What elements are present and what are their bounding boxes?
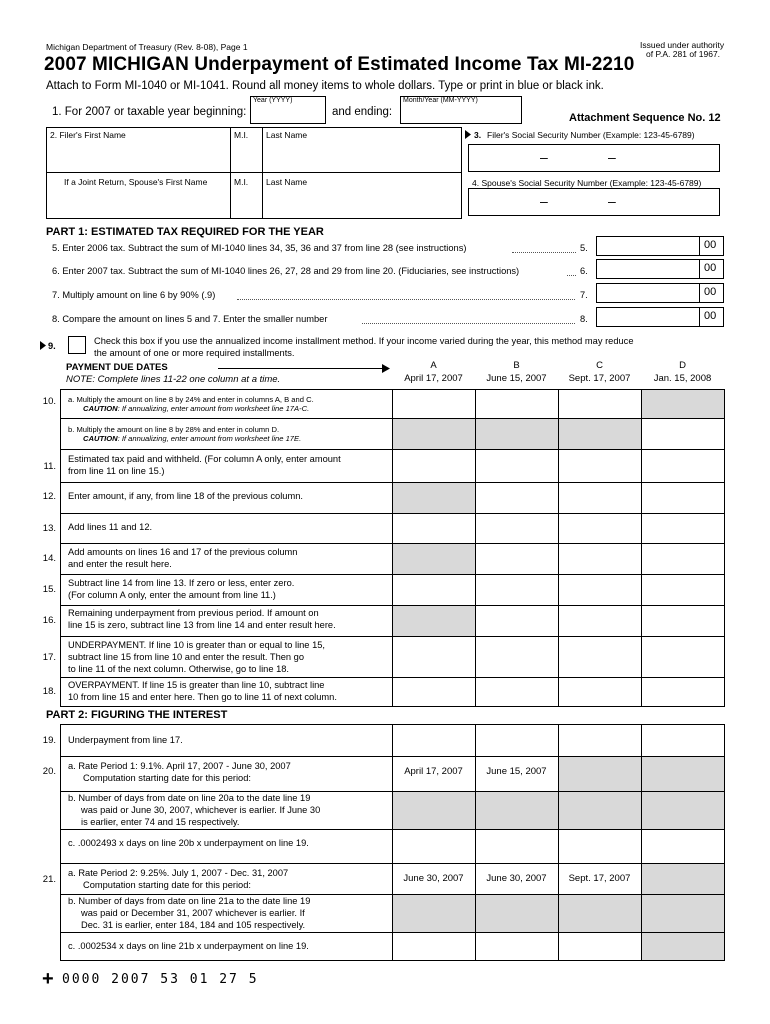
line-21a-text-2: Computation starting date for this period:	[83, 880, 251, 890]
ending-month-year-input[interactable]	[400, 96, 522, 124]
department-line: Michigan Department of Treasury (Rev. 8-08), Page 1	[46, 42, 248, 52]
line-11-text-1: Estimated tax paid and withheld. (For column A only, enter amount	[68, 454, 341, 464]
line-20c-text: c. .0002493 x days on line 20b x underpayment on line 19.	[68, 838, 309, 848]
plus-icon: +	[42, 968, 54, 990]
column-a-letter: A	[430, 360, 437, 371]
line-21a-date-c: Sept. 17, 2007	[568, 873, 631, 884]
line-11-text-2: from line 11 on line 15.)	[68, 466, 165, 476]
line-21b-text-3: Dec. 31 is earlier, enter 184, 184 and 105 respectively.	[81, 920, 306, 930]
line-18-number: 18.	[42, 686, 56, 697]
line-18-text-2: 10 from line 15 and enter here. Then go to line 11 of next column.	[68, 692, 337, 702]
line-11-number: 11.	[43, 461, 56, 472]
year-caption: Year (YYYY)	[253, 97, 293, 104]
line-15-text-1: Subtract line 14 from line 13. If zero or less, enter zero.	[68, 578, 295, 588]
ssn-dash: –	[540, 149, 548, 165]
ssn-dash: –	[540, 193, 548, 209]
disabled-cell	[641, 863, 724, 894]
line-7-label: 7. Multiply amount on line 6 by 90% (.9)	[52, 290, 216, 300]
ssn-dash: –	[608, 149, 616, 165]
line-15-text-2: (For column A only, enter the amount from line 11.)	[68, 590, 276, 600]
line-21a-date-a: June 30, 2007	[403, 873, 464, 884]
column-c-date: Sept. 17, 2007	[568, 373, 631, 384]
line-20a-text-2: Computation starting date for this period:	[83, 773, 251, 783]
line-10a-caution: CAUTION: If annualizing, enter amount from worksheet line 17A-C.	[83, 404, 310, 413]
form-code: 0000 2007 53 01 27 5	[62, 972, 259, 987]
spouse-first-name-label[interactable]: If a Joint Return, Spouse's First Name	[64, 177, 208, 187]
and-ending-label: and ending:	[332, 106, 393, 118]
spouse-ssn-label: 4. Spouse's Social Security Number (Example: 123-45-6789)	[472, 178, 702, 188]
part-2-heading: PART 2: FIGURING THE INTEREST	[46, 709, 228, 721]
line-12-text: Enter amount, if any, from line 18 of the previous column.	[68, 491, 303, 501]
column-d-letter: D	[679, 360, 686, 371]
column-b-date: June 15, 2007	[486, 373, 547, 384]
line-21a-text-1: a. Rate Period 2: 9.25%. July 1, 2007 - Dec. 31, 2007	[68, 868, 289, 878]
cents-zero: 00	[704, 286, 717, 298]
line-10-number: 10.	[42, 396, 56, 407]
line-10a-text: a. Multiply the amount on line 8 by 24% and enter in columns A, B and C.	[68, 395, 314, 404]
spouse-ssn-input[interactable]	[468, 188, 720, 216]
disabled-cell	[392, 418, 641, 449]
cents-zero: 00	[704, 239, 717, 251]
disabled-cell	[641, 932, 724, 960]
line-15-number: 15.	[42, 584, 56, 595]
line-20-number: 20.	[42, 766, 56, 777]
line-21c-text: c. .0002534 x days on line 21b x underpayment on line 19.	[68, 941, 309, 951]
disabled-cell	[392, 543, 475, 574]
spouse-last-name-label[interactable]: Last Name	[266, 177, 308, 187]
filer-last-name-label[interactable]: Last Name	[266, 130, 308, 140]
line-5-label: 5. Enter 2006 tax. Subtract the sum of MI-1040 lines 34, 35, 36 and 37 from line 28 (see instructions)	[52, 243, 467, 253]
spouse-mi-label[interactable]: M.I.	[234, 177, 249, 187]
line-6-number: 6.	[580, 266, 588, 276]
line-21b-text-2: was paid or December 31, 2007 whichever is earlier. If	[81, 908, 305, 918]
line-16-text-1: Remaining underpayment from previous period. If amount on	[68, 608, 319, 618]
line-14-number: 14.	[42, 553, 56, 564]
line-10b-text: b. Multiply the amount on line 8 by 28% and enter in column D.	[68, 425, 280, 434]
arrow-right-icon	[382, 364, 390, 373]
form-title: 2007 MICHIGAN Underpayment of Estimated Income Tax MI-2210	[44, 54, 635, 75]
note-complete-columns: NOTE: Complete lines 11-22 one column at a time.	[66, 374, 281, 385]
line-9-number: 9.	[48, 341, 56, 351]
line-14-text-2: and enter the result here.	[68, 559, 172, 569]
arrow-right-icon	[40, 341, 46, 350]
line-20b-text-3: is earlier, enter 74 and 15 respectively.	[81, 817, 240, 827]
arrow-right-icon	[465, 130, 471, 139]
authority-line-2: of P.A. 281 of 1967.	[646, 49, 721, 59]
line-20a-text-1: a. Rate Period 1: 9.1%. April 17, 2007 - June 30, 2007	[68, 761, 291, 771]
filer-name-block	[46, 127, 462, 219]
line-13-number: 13.	[42, 523, 56, 534]
line-21b-text-1: b. Number of days from date on line 21a to the date line 19	[68, 896, 311, 906]
disabled-cell	[392, 482, 475, 513]
line-12-number: 12.	[42, 491, 56, 502]
line-19-text: Underpayment from line 17.	[68, 735, 183, 745]
begin-year-input[interactable]	[250, 96, 326, 124]
line-20a-date-b: June 15, 2007	[486, 766, 547, 777]
part-1-heading: PART 1: ESTIMATED TAX REQUIRED FOR THE YEAR	[46, 226, 324, 238]
line-20b-text-2: was paid or June 30, 2007, whichever is earlier. If June 30	[81, 805, 321, 815]
line-10b-caution: CAUTION: If annualizing, enter amount from worksheet line 17E.	[83, 434, 302, 443]
column-d-date: Jan. 15, 2008	[653, 373, 712, 384]
cents-zero: 00	[704, 262, 717, 274]
payment-due-dates-label: PAYMENT DUE DATES	[66, 362, 168, 373]
month-year-caption: Month/Year (MM-YYYY)	[403, 97, 478, 104]
line-9-text-2: the amount of one or more required installments.	[94, 348, 295, 358]
line-13-text: Add lines 11 and 12.	[68, 522, 153, 532]
authority-line-1: Issued under authority	[640, 40, 725, 50]
filer-ssn-label: Filer's Social Security Number (Example: 123-45-6789)	[487, 130, 695, 140]
line-5-number: 5.	[580, 243, 588, 253]
line-17-text-1: UNDERPAYMENT. If line 10 is greater than or equal to line 15,	[68, 640, 325, 650]
line-8-number: 8.	[580, 314, 588, 324]
ssn-dash: –	[608, 193, 616, 209]
line-21-number: 21.	[42, 874, 56, 885]
line-8-label: 8. Compare the amount on lines 5 and 7. Enter the smaller number	[52, 314, 328, 324]
attach-instructions: Attach to Form MI-1040 or MI-1041. Round all money items to whole dollars. Type or print in blue or black ink.	[46, 80, 604, 92]
line-8-amount-input[interactable]	[596, 307, 724, 327]
line-6-label: 6. Enter 2007 tax. Subtract the sum of MI-1040 lines 26, 27, 28 and 29 from line 20. (Fiduciaries, see instructions)	[52, 266, 520, 276]
disabled-cell	[641, 389, 724, 418]
filer-first-name-label[interactable]: 2. Filer's First Name	[50, 130, 126, 140]
line-19-number: 19.	[42, 735, 56, 746]
disabled-cell	[392, 605, 475, 636]
filer-mi-label[interactable]: M.I.	[234, 130, 249, 140]
line-5-amount-input[interactable]	[596, 236, 724, 256]
attachment-sequence: Attachment Sequence No. 12	[569, 112, 721, 124]
column-c-letter: C	[596, 360, 603, 371]
line-6-amount-input[interactable]	[596, 259, 724, 279]
line-16-text-2: line 15 is zero, subtract line 13 from line 14 and enter result here.	[68, 620, 336, 630]
annualized-method-checkbox[interactable]	[68, 336, 86, 354]
line-14-text-1: Add amounts on lines 16 and 17 of the previous column	[68, 547, 298, 557]
line-9-text-1: Check this box if you use the annualized income installment method. If your income varied during the year, this method may reduce	[94, 336, 634, 346]
line-17-text-3: to line 11 of the next column. Otherwise, go to line 18.	[68, 664, 290, 674]
filer-ssn-input[interactable]	[468, 144, 720, 172]
line-7-amount-input[interactable]	[596, 283, 724, 303]
cents-zero: 00	[704, 310, 717, 322]
line-18-text-1: OVERPAYMENT. If line 15 is greater than line 10, subtract line	[68, 680, 325, 690]
column-a-date: April 17, 2007	[404, 373, 463, 384]
line-20b-text-1: b. Number of days from date on line 20a to the date line 19	[68, 793, 311, 803]
line-17-text-2: subtract line 15 from line 10 and enter the result. Then go	[68, 652, 305, 662]
line-17-number: 17.	[42, 652, 56, 663]
line-3-number: 3.	[474, 130, 482, 140]
column-b-letter: B	[513, 360, 520, 371]
line-20a-date-a: April 17, 2007	[404, 766, 463, 777]
line-16-number: 16.	[42, 615, 56, 626]
line-1-label: 1. For 2007 or taxable year beginning:	[52, 106, 247, 118]
line-7-number: 7.	[580, 290, 588, 300]
line-21a-date-b: June 30, 2007	[486, 873, 547, 884]
